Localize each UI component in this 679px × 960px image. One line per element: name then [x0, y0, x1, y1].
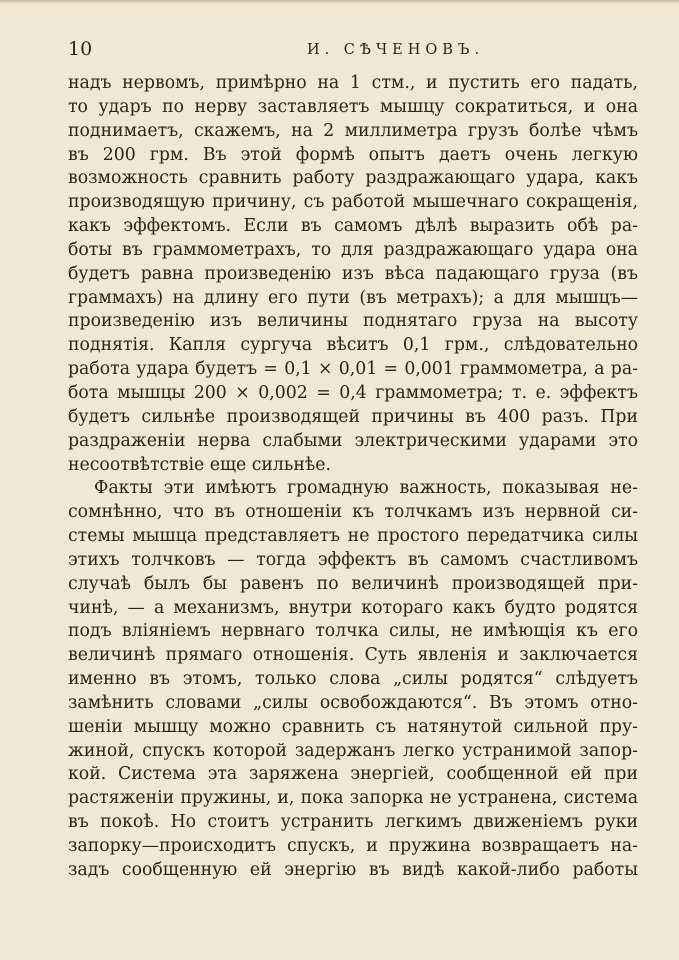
text-line: поднятія. Капля сургуча вѣситъ 0,1 грм., слѣдовательно — [68, 335, 638, 356]
paragraph — [68, 72, 638, 477]
text-line: то ударъ по нерву заставляетъ мышцу сократиться, и она — [68, 96, 638, 117]
text-line: производящую причину, съ работой мышечнаго сокращенія, — [68, 192, 638, 213]
page-header — [68, 38, 643, 60]
text-line: случаѣ былъ бы равенъ по величинѣ производящей при- — [68, 573, 638, 594]
text-line: возможность сравнить работу раздражающаго удара, какъ — [68, 168, 638, 189]
text-line: кой. Система эта заряжена энергіей, сообщенной ей при — [68, 764, 638, 785]
text-line: запорку—происходитъ спускъ, и пружина возвращаетъ на- — [68, 836, 638, 856]
text-line: шеніи мышцу можно сравнить съ натянутой сильной пру- — [68, 716, 638, 737]
text-line: замѣнить словами „силы освобождаются“. Въ этомъ отно- — [68, 692, 638, 713]
text-line: будетъ равна произведенію изъ вѣса падающаго груза (въ — [68, 263, 638, 284]
text-line: сомнѣнно, что въ отношеніи къ толчкамъ изъ нервной си- — [68, 502, 638, 523]
text-line: стемы мышца представляетъ не простого передатчика силы — [68, 526, 638, 547]
text-line: въ покоѣ. Но стоитъ устранить легкимъ движеніемъ руки — [68, 812, 638, 833]
text-line: произведенію изъ величины поднятаго груза на высоту — [68, 311, 638, 332]
text-line: надъ нервомъ, примѣрно на 1 стм., и пустить его падать, — [68, 73, 638, 93]
text-line: граммахъ) на длину его пути (въ метрахъ); а для мышцъ— — [68, 287, 638, 308]
text-line: жиной, спускъ которой задержанъ легко устранимой запор- — [68, 740, 638, 761]
text-line: какъ эффектомъ. Если въ самомъ дѣлѣ выразить обѣ ра- — [68, 216, 638, 237]
paragraph — [68, 477, 638, 882]
text-line: раздраженіи нерва слабыми электрическими ударами это — [68, 430, 638, 451]
text-line: работа удара будетъ = 0,1 × 0,01 = 0,001 граммометра, а ра- — [68, 359, 638, 380]
page-number: 10 — [68, 38, 93, 60]
text-line: Факты эти имѣютъ громадную важность, показывая не- — [94, 478, 638, 499]
page-top-edge — [0, 0, 679, 4]
text-line: въ 200 грм. Въ этой формѣ опытъ даетъ очень легкую — [68, 144, 638, 165]
text-line: именно въ этомъ, только слова „силы родятся“ слѣдуетъ — [68, 669, 638, 690]
running-head: И. СѢЧЕНОВЪ. — [306, 42, 485, 58]
text-line: несоотвѣтствіе еще сильнѣе. — [68, 454, 331, 475]
text-line: поднимаетъ, скажемъ, на 2 миллиметра грузъ болѣе чѣмъ — [68, 120, 638, 141]
body-text — [68, 72, 638, 883]
text-line: подъ вліяніемъ нервнаго толчка силы, не имѣющія къ его — [68, 621, 638, 642]
text-line: боты въ граммометрахъ, то для раздражающаго удара она — [68, 239, 638, 260]
text-line: растяженіи пружины, и, пока запорка не устранена, система — [68, 788, 638, 809]
text-line: чинѣ, — а механизмъ, внутри котораго какъ будто родятся — [68, 597, 638, 618]
text-line: задъ сообщенную ей энергію въ видѣ какой-либо работы — [68, 859, 638, 880]
text-line: бота мышцы 200 × 0,002 = 0,4 граммометра; т. е. эффектъ — [68, 382, 638, 403]
text-line: величинѣ прямаго отношенія. Суть явленія и заключается — [68, 645, 638, 666]
text-line: этихъ толчковъ — тогда эффектъ въ самомъ счастливомъ — [68, 549, 638, 570]
text-line: будетъ сильнѣе производящей причины въ 400 разъ. При — [68, 406, 638, 427]
